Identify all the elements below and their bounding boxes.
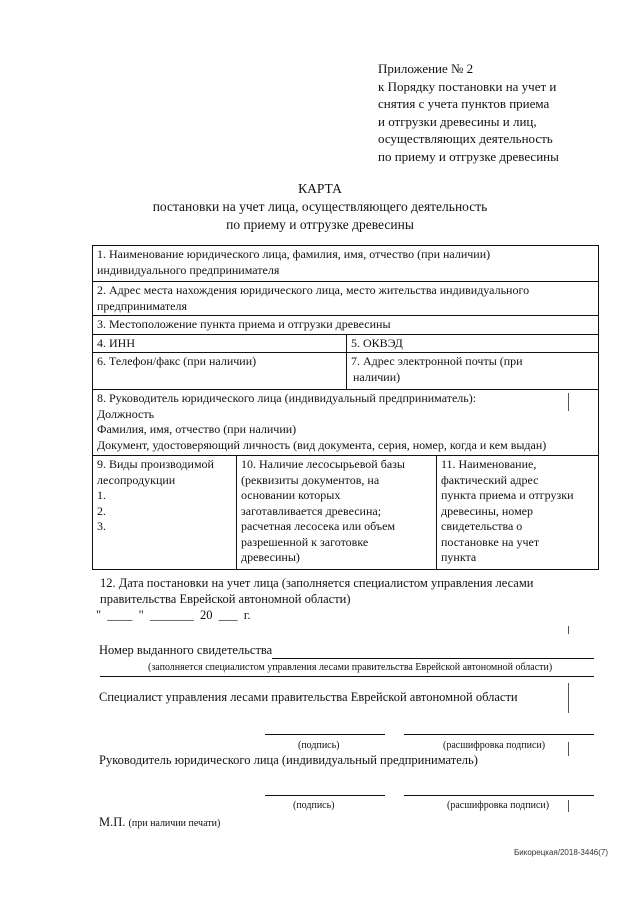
table-row: [93, 456, 599, 570]
head-label: Руководитель юридического лица (индивидуальный предприниматель): [99, 753, 478, 767]
field-point-location[interactable]: 3. Местоположение пункта приема и отгрузки древесины: [93, 316, 599, 335]
table-row: [93, 353, 599, 390]
field-okved[interactable]: 5. ОКВЭД: [347, 334, 599, 353]
appendix-line: Приложение № 2: [378, 61, 474, 76]
table-row: [93, 282, 599, 316]
certificate-note: (заполняется специалистом управления лесами правительства Еврейской автономной области): [148, 662, 553, 673]
head-signature-caption: (подпись): [293, 800, 335, 811]
field-products[interactable]: 9. Виды производимой лесопродукции 1. 2. 3.: [93, 456, 237, 570]
table-row: [93, 316, 599, 335]
seal-mark: М.П.: [99, 815, 126, 829]
document-title: КАРТА: [298, 181, 342, 196]
appendix-line: по приему и отгрузке древесины: [378, 148, 559, 164]
scan-mark: [568, 393, 569, 411]
appendix-line: к Порядку постановки на учет и: [378, 78, 557, 94]
divider-line: [100, 676, 594, 677]
field-entity-name[interactable]: 1. Наименование юридического лица, фамилия, имя, отчество (при наличии) индивидуального предпринимателя: [93, 246, 599, 282]
field-point-certificate[interactable]: 11. Наименование, фактический адрес пункта приема и отгрузки древесины, номер свидетельства о постановке на учет пункта: [437, 456, 599, 570]
field-entity-address[interactable]: 2. Адрес места нахождения юридического лица, место жительства индивидуального предпринимателя: [93, 282, 599, 316]
scan-mark: [568, 742, 569, 756]
scan-mark: [568, 626, 569, 634]
appendix-line: осуществляющих деятельность: [378, 131, 553, 146]
document-registration-stamp: Бикорецкая/2018-3446(7): [514, 848, 608, 857]
head-signature-line[interactable]: [265, 795, 385, 796]
registration-card-table: [92, 245, 599, 570]
specialist-signature-caption: (подпись): [298, 740, 340, 751]
specialist-decoding-line[interactable]: [404, 734, 594, 735]
date-field[interactable]: " ____ " _______ 20 ___ г.: [96, 608, 251, 622]
certificate-label: Номер выданного свидетельства: [99, 643, 273, 657]
scan-mark: [568, 683, 569, 713]
document-subtitle-2: по приему и отгрузке древесины: [226, 217, 414, 232]
table-row: [93, 334, 599, 353]
head-decoding-line[interactable]: [404, 795, 594, 796]
appendix-line: и отгрузки древесины и лиц,: [378, 113, 537, 129]
field-phone-fax[interactable]: 6. Телефон/факс (при наличии): [93, 353, 347, 390]
field-forest-base[interactable]: 10. Наличие лесосырьевой базы (реквизиты документов, на основании которых заготавливается древесина; расчетная лесосека или объем разрешенной к заготовке древесины): [237, 456, 437, 570]
seal-note: (при наличии печати): [128, 818, 221, 829]
date-label-line-2: правительства Еврейской автономной области): [100, 592, 351, 606]
date-label-line-1: 12. Дата постановки на учет лица (заполняется специалистом управления лесами: [100, 576, 534, 590]
specialist-signature-line[interactable]: [265, 734, 385, 735]
table-row: [93, 246, 599, 282]
appendix-line: снятия с учета пунктов приема: [378, 96, 550, 111]
seal-label: [99, 815, 220, 830]
document-subtitle-1: постановки на учет лица, осуществляющего деятельность: [152, 199, 488, 214]
scan-mark: [568, 800, 569, 812]
field-email[interactable]: 7. Адрес электронной почты (при наличии): [347, 353, 599, 390]
field-head-person[interactable]: 8. Руководитель юридического лица (индивидуальный предприниматель): Должность Фамилия, имя, отчество (при наличии) Документ, удостоверяющий личность (вид документа, серия, номер, когда и кем выдан): [93, 390, 599, 456]
appendix-header: [378, 60, 618, 165]
specialist-label: Специалист управления лесами правительства Еврейской автономной области: [99, 690, 518, 704]
specialist-decoding-caption: (расшифровка подписи): [443, 740, 546, 751]
table-row: [93, 390, 599, 456]
certificate-input-line[interactable]: [272, 658, 594, 659]
head-decoding-caption: (расшифровка подписи): [447, 800, 550, 811]
field-inn[interactable]: 4. ИНН: [93, 334, 347, 353]
